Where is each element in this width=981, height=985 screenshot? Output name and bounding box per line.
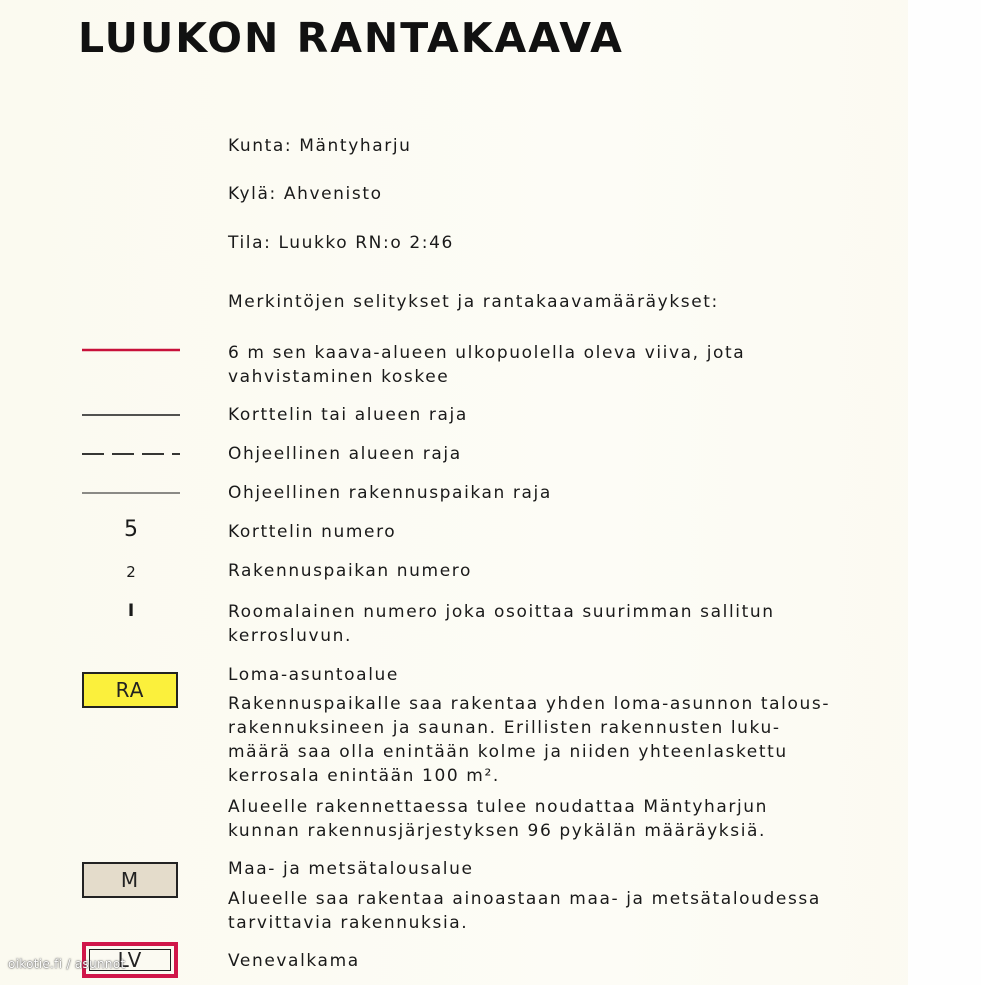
red-line-text-1: 6 m sen kaava-alueen ulkopuolella oleva viiva, jota [228,343,746,363]
m-zone-rule [228,887,821,935]
block-border-symbol [82,410,180,420]
estate-text: Tila: Luukko RN:o 2:46 [228,233,454,253]
guide-plot-border-symbol [82,488,180,498]
guide-area-border-text: Ohjeellinen alueen raja [228,444,462,464]
ra-rule-1-line-3: määrä saa olla enintään kolme ja niiden yhteenlaskettu [228,742,788,762]
m-rule-line-2: tarvittavia rakennuksia. [228,913,469,933]
plot-number-text: Rakennuspaikan numero [228,561,472,581]
ra-rule-1-line-1: Rakennuspaikalle saa rakentaa yhden loma-asunnon talous- [228,694,831,714]
block-number-symbol: 5 [124,517,138,542]
ra-zone-rule-1 [228,692,830,788]
ra-zone-title: Loma-asuntoalue [228,665,399,685]
m-zone-symbol: M [82,862,178,898]
ra-rule-1-line-2: rakennuksineen ja saunan. Erillisten rakennusten luku- [228,718,781,738]
red-line-symbol [82,345,180,355]
lv-zone-symbol: LV [82,942,178,978]
ra-zone-rule-2 [228,795,768,843]
block-number-text: Korttelin numero [228,522,397,542]
watermark: oikotie.fi / asunnot [8,957,126,971]
municipality-text: Kunta: Mäntyharju [228,136,412,156]
roman-numeral-text-1: Roomalainen numero joka osoittaa suurimman sallitun [228,602,775,622]
m-rule-line-1: Alueelle saa rakentaa ainoastaan maa- ja metsätaloudessa [228,889,821,909]
ra-rule-1-line-4: kerrosala enintään 100 m². [228,766,500,786]
guide-area-border-symbol [82,449,180,459]
plot-number-symbol: 2 [126,563,136,581]
scan-margin [908,0,981,985]
document-title: LUUKON RANTAKAAVA [78,14,624,62]
roman-numeral-symbol: I [127,601,135,621]
ra-rule-2-line-1: Alueelle rakennettaessa tulee noudattaa Mäntyharjun [228,797,769,817]
block-border-text: Korttelin tai alueen raja [228,405,468,425]
ra-rule-2-line-2: kunnan rakennusjärjestyksen 96 pykälän määräyksiä. [228,821,767,841]
legend-heading: Merkintöjen selitykset ja rantakaavamääräykset: [228,292,719,312]
m-zone-title: Maa- ja metsätalousalue [228,859,474,879]
red-line-text-2: vahvistaminen koskee [228,367,450,387]
red-line-description [228,341,745,389]
guide-plot-border-text: Ohjeellinen rakennuspaikan raja [228,483,552,503]
lv-zone-title: Venevalkama [228,951,360,971]
roman-numeral-description [228,600,775,648]
roman-numeral-text-2: kerrosluvun. [228,626,352,646]
ra-zone-symbol: RA [82,672,178,708]
village-text: Kylä: Ahvenisto [228,184,383,204]
